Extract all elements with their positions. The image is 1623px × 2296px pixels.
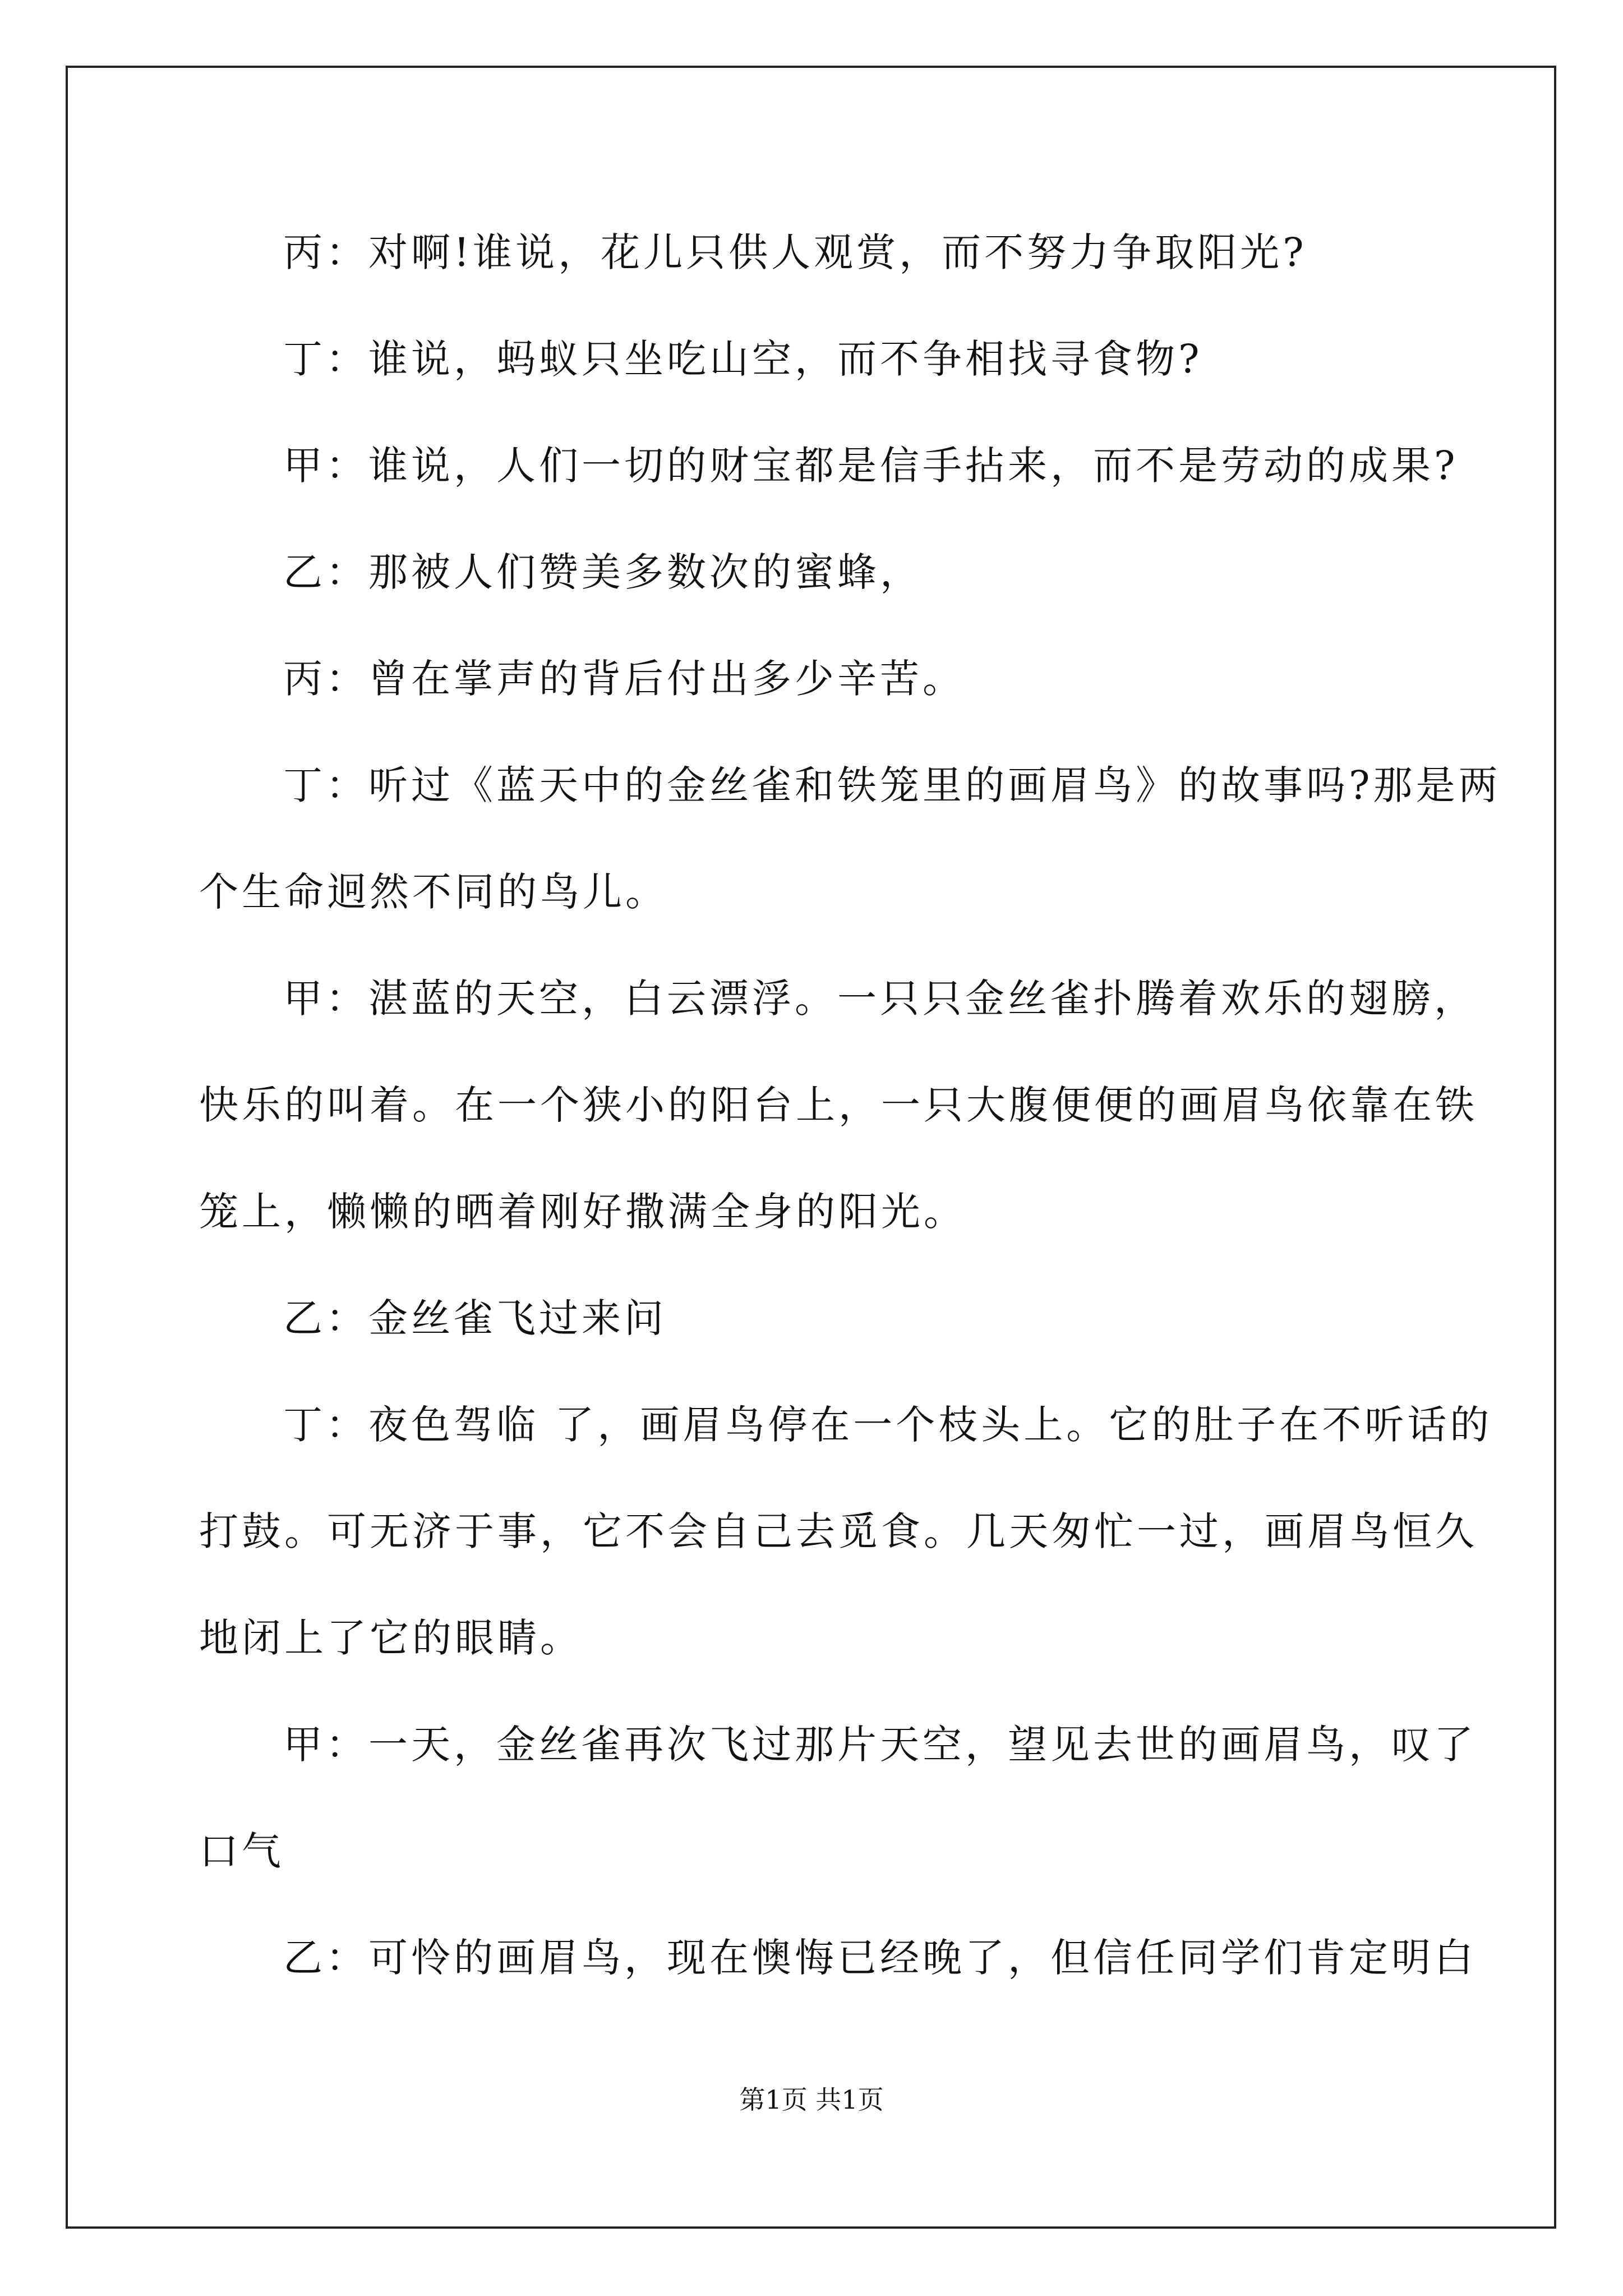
dialogue-line: 个生命迥然不同的鸟儿。 (199, 869, 668, 915)
dialogue-line: 乙：可怜的画眉鸟，现在懊悔已经晚了，但信任同学们肯定明白 (283, 1935, 1477, 1981)
dialogue-line: 丁：谁说，蚂蚁只坐吃山空，而不争相找寻食物? (283, 336, 1203, 382)
dialogue-line: 乙：金丝雀飞过来问 (283, 1295, 667, 1341)
page-border (66, 66, 1556, 2229)
dialogue-line: 乙：那被人们赞美多数次的蜜蜂， (283, 549, 923, 595)
dialogue-line: 甲：一天，金丝雀再次飞过那片天空，望见去世的画眉鸟，叹了 (283, 1722, 1477, 1768)
page-number-footer: 第1页 共1页 (739, 2085, 884, 2115)
dialogue-line: 丁：夜色驾临 了，画眉鸟停在一个枝头上。它的肚子在不听话的 (283, 1402, 1493, 1448)
dialogue-line: 口气 (199, 1828, 284, 1874)
dialogue-line: 丙：对啊!谁说，花儿只供人观赏，而不努力争取阳光? (283, 229, 1307, 275)
dialogue-line: 快乐的叫着。在一个狭小的阳台上，一只大腹便便的画眉鸟依靠在铁 (199, 1082, 1478, 1128)
dialogue-line: 打鼓。可无济于事，它不会自己去觅食。几天匆忙一过，画眉鸟恒久 (199, 1508, 1478, 1554)
dialogue-line: 丙：曾在掌声的背后付出多少辛苦。 (283, 656, 965, 702)
dialogue-line: 甲：谁说，人们一切的财宝都是信手拈来，而不是劳动的成果? (283, 443, 1459, 489)
dialogue-line: 甲：湛蓝的天空，白云漂浮。一只只金丝雀扑腾着欢乐的翅膀， (283, 976, 1477, 1022)
dialogue-line: 地闭上了它的眼睛。 (199, 1615, 583, 1661)
dialogue-line: 笼上，懒懒的晒着刚好撒满全身的阳光。 (199, 1189, 966, 1235)
dialogue-line: 丁：听过《蓝天中的金丝雀和铁笼里的画眉鸟》的故事吗?那是两 (283, 762, 1501, 808)
